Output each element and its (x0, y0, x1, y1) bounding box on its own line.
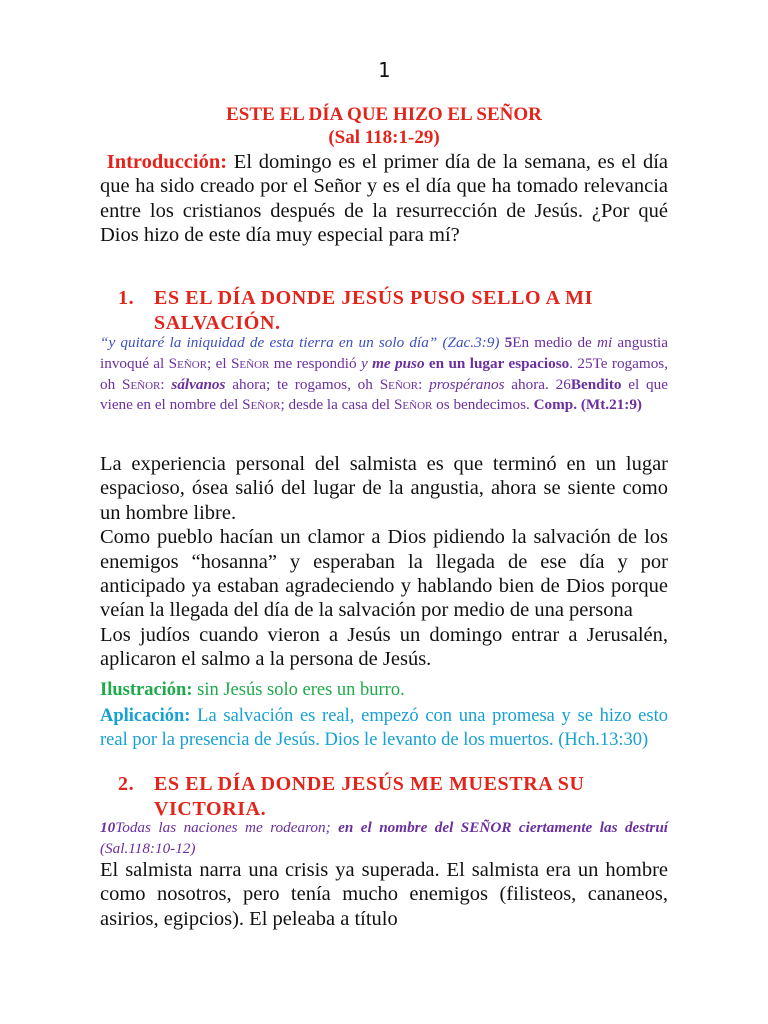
zacarias-quote: “y quitaré la iniquidad de esta tierra en un solo día” (Zac.3:9) (100, 334, 500, 351)
verse-emphasis: en el nombre del SEÑOR ciertamente las destruí (338, 819, 668, 836)
verse-italic: mi (597, 334, 613, 351)
lord-name: Señor (393, 396, 433, 414)
verse-number: 25 (577, 354, 593, 372)
verse-emphasis: en un lugar espacioso (428, 354, 570, 372)
body-paragraph: El salmista narra una crisis ya superada. El salmista era un hombre como nosotros, pero tenía mucho enemigos (filisteos, cananeos, asirios, egipcios). El peleaba a título (100, 859, 668, 930)
section-1-heading (118, 286, 668, 336)
verse-number: 5 (504, 334, 513, 351)
verse-text: ahora. (504, 375, 556, 393)
verse-italic: Todas las naciones me rodearon; (115, 819, 339, 836)
section-2-heading-line1: ES EL DÍA DONDE JESÚS ME MUESTRA SU (154, 773, 585, 795)
section-2-scripture (100, 818, 668, 860)
lord-name: Señor (379, 375, 419, 393)
verse-number: 26 (555, 375, 571, 393)
illustration-text: sin Jesús solo eres un burro. (192, 680, 405, 700)
verse-number: 10 (100, 819, 116, 836)
lord-name: Señor (242, 396, 281, 414)
application-label: Aplicación: (100, 706, 191, 726)
introduction-paragraph (100, 150, 668, 248)
lord-name: Señor (230, 354, 270, 372)
lord-name: Señor (122, 375, 161, 393)
verse-text: Te rogamos, oh (100, 354, 668, 393)
page-subtitle: (Sal 118:1-29) (328, 127, 440, 148)
verse-text: ; desde la casa del (280, 396, 394, 414)
verse-italic: prospéranos (429, 375, 505, 393)
verse-emphasis: me puso (372, 354, 425, 372)
verse-text: angustia invoqué al (100, 334, 669, 372)
comparison-reference: Comp. (Mt.21:9) (533, 396, 642, 414)
section-1-body (100, 452, 668, 672)
section-1-number: 1. (118, 287, 135, 309)
verse-text: el que viene en el nombre del (100, 375, 668, 414)
illustration-line (100, 680, 668, 701)
verse-text: os bendecimos. (432, 396, 534, 414)
verse-text: ; el (207, 354, 231, 372)
section-2-heading-line2: VICTORIA. (154, 798, 267, 820)
application-paragraph (100, 704, 668, 753)
verse-text: En medio de (512, 334, 597, 351)
section-2-heading (118, 772, 668, 822)
introduction-label: Introducción: (106, 151, 228, 173)
verse-emphasis: Bendito (570, 375, 622, 393)
application-text: La salvación es real, empezó con una promesa y se hizo esto real por la presencia de Jesús. Dios le levanto de los muertos. (Hch.13:30) (100, 706, 668, 751)
page-number: 1 (377, 58, 391, 82)
body-paragraph: Los judíos cuando vieron a Jesús un domingo entrar a Jerusalén, aplicaron el salmo a la persona de Jesús. (100, 623, 668, 671)
lord-name: Señor (168, 354, 208, 372)
section-1-scripture: “y quitaré la iniquidad de esta tierra en un solo día” (Zac.3:9) 5En medio de mi angustia invoqué al Señor; el Señor me respondió y me puso en un lugar espacioso. 25Te rogamos, oh Señor: sálvanos ahora; te rogamos, oh Señor: prospéranos ahora. 26Bendito el que viene en el nombre del Señor; desde la casa del Señor os bendecimos. Comp. (Mt.21:9) (100, 334, 669, 414)
body-paragraph: La experiencia personal del salmista es que terminó en un lugar espacioso, ósea salió del lugar de la angustia, ahora se siente como un hombre libre. (100, 453, 668, 524)
illustration-label: Ilustración: (100, 680, 193, 700)
page-title: ESTE EL DÍA QUE HIZO EL SEÑOR (226, 104, 542, 125)
section-1-heading-line1: ES EL DÍA DONDE JESÚS PUSO SELLO A MI (154, 287, 593, 309)
verse-text: ahora; te rogamos, oh (225, 375, 380, 393)
section-2-number: 2. (118, 773, 135, 795)
verse-emphasis: sálvanos (171, 375, 226, 393)
introduction-text: El domingo es el primer día de la semana, es el día que ha sido creado por el Señor y es el día que ha tomado relevancia entre los cristianos después de la resurrección de Jesús. ¿Por qué Dios hizo de este día muy especial para mí? (100, 151, 668, 247)
scripture-reference: (Sal.118:10-12) (100, 839, 196, 857)
verse-text: me respondió (269, 354, 361, 372)
verse-italic: y (360, 354, 368, 372)
body-paragraph: Como pueblo hacían un clamor a Dios pidiendo la salvación de los enemigos “hosanna” y esperaban la llegada de ese día y por anticipado ya estaban agradeciendo y hablando bien de Dios porque veían la llegada del día de la salvación por medio de una persona (100, 526, 668, 622)
section-1-heading-line2: SALVACIÓN. (154, 312, 281, 334)
section-2-body (100, 858, 668, 931)
